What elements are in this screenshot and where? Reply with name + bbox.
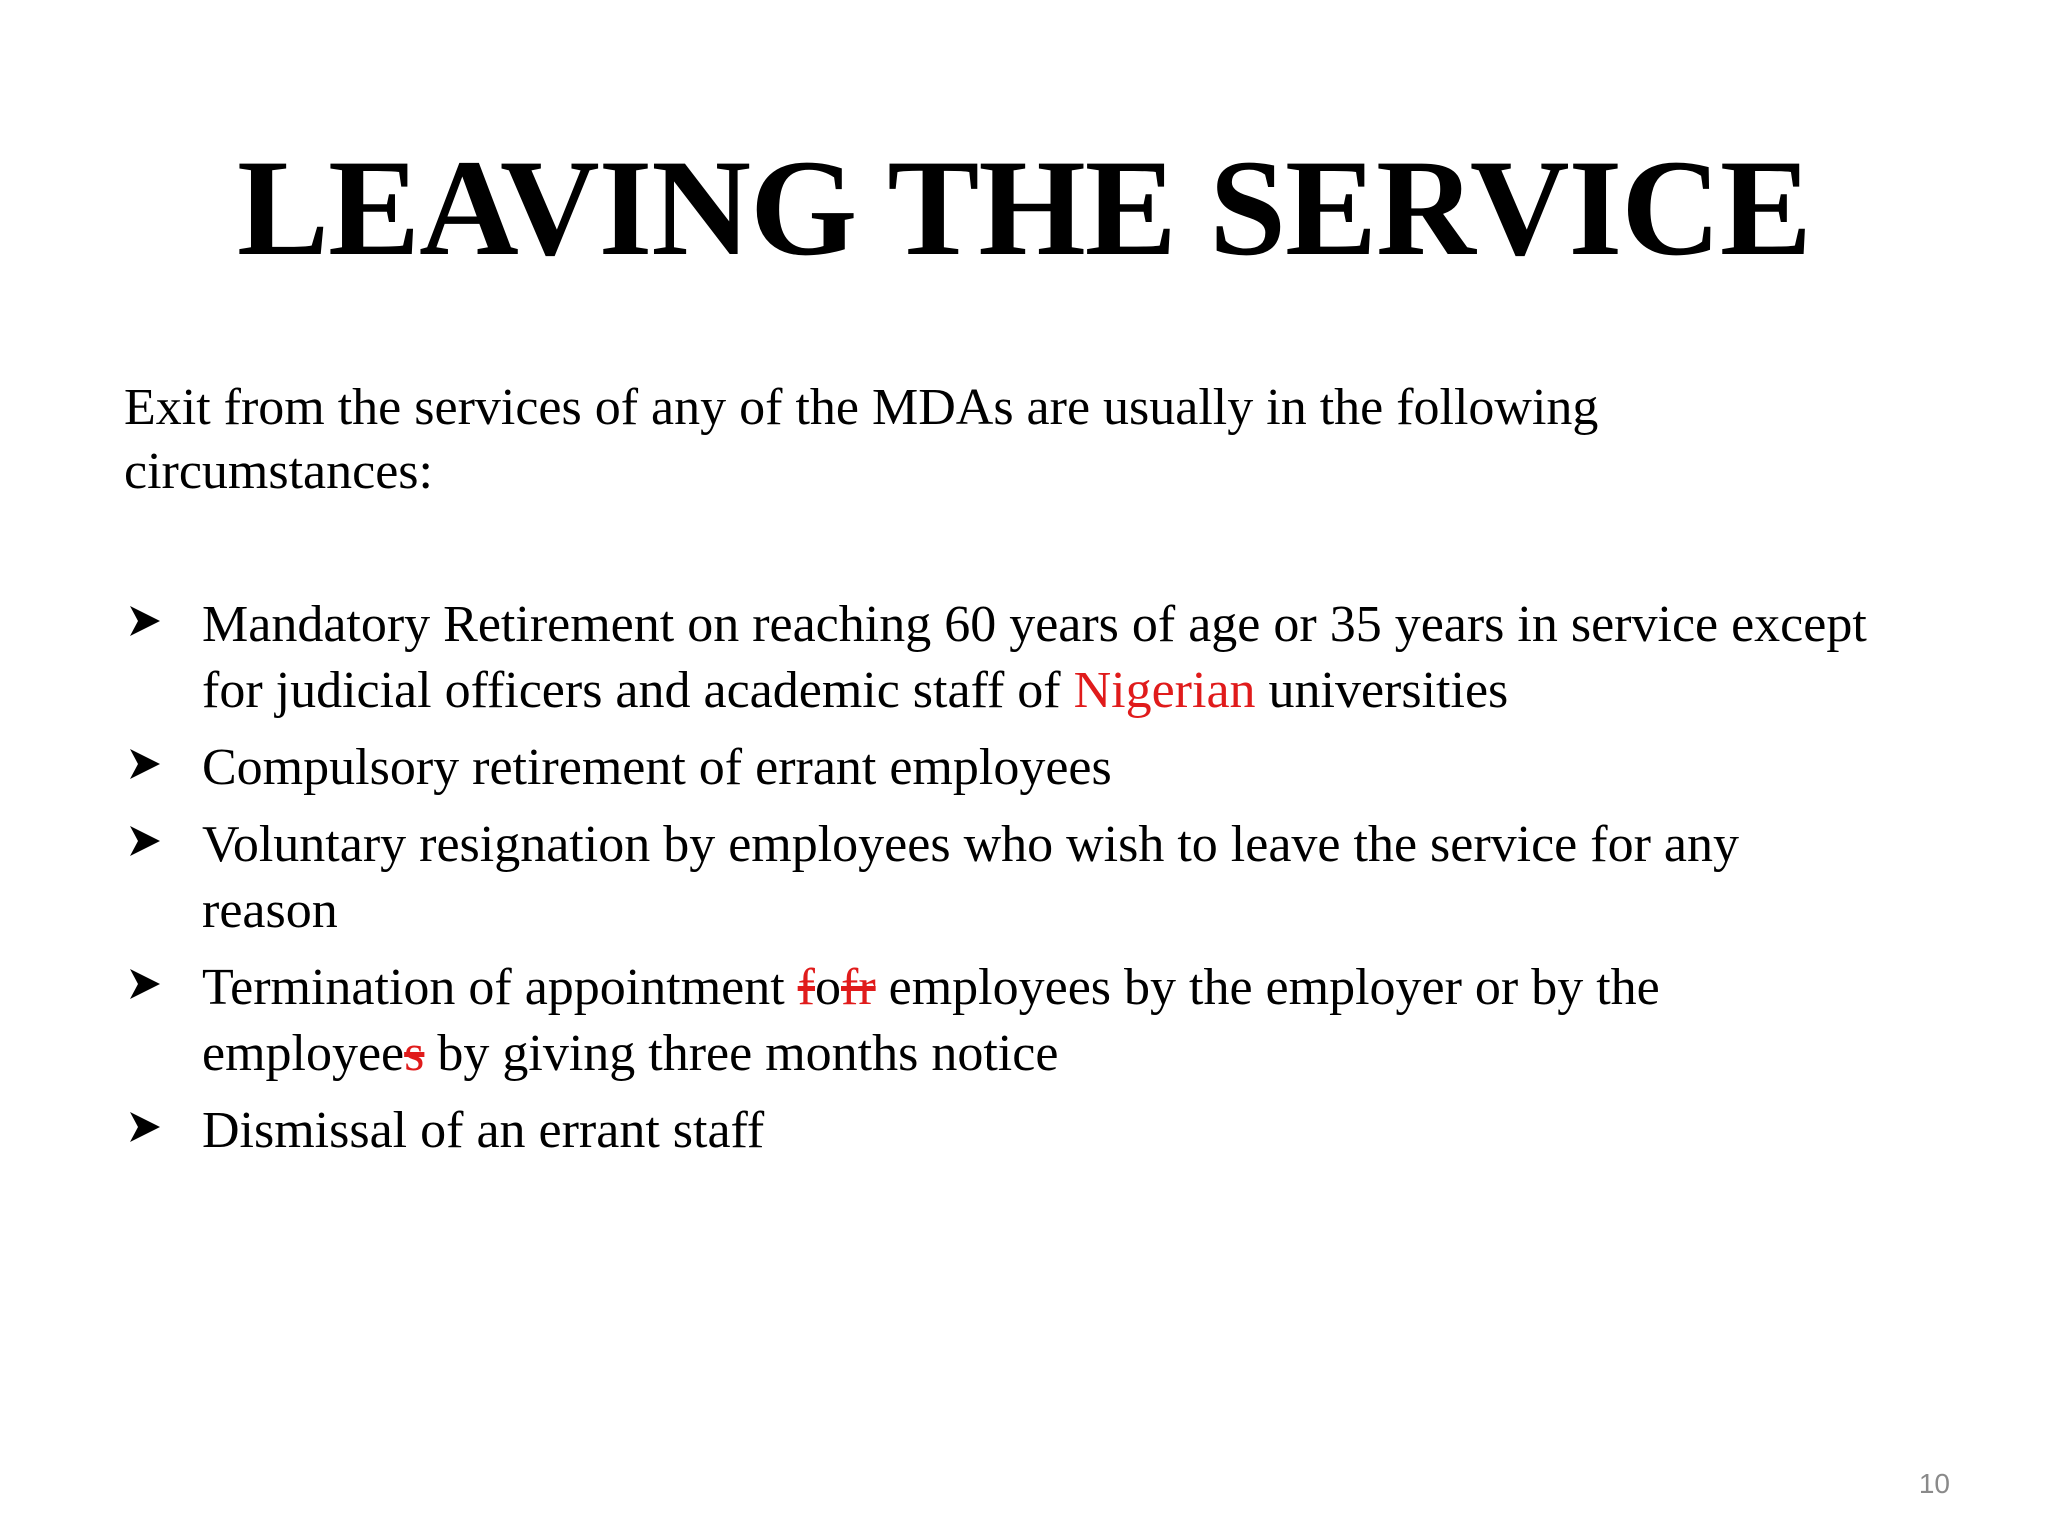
list-item: [124, 735, 1884, 801]
bullet-text: universities: [1255, 662, 1509, 719]
deleted-text: s: [404, 1025, 425, 1082]
page-number: 10: [1918, 1468, 1950, 1499]
revised-text-nigerian: Nigerian: [1073, 662, 1256, 719]
bullet-text: Dismissal of an errant staff: [202, 1102, 765, 1159]
bullet-text: Voluntary resignation by employees who wish to leave the service for any reason: [202, 816, 1739, 939]
bullet-text: employees by the employer or by the employee: [202, 959, 1660, 1082]
list-item: [124, 955, 1884, 1087]
list-item: [124, 1098, 1884, 1164]
arrowhead-bullet-icon: [128, 967, 162, 1001]
bullet-text: Termination of appointment: [202, 959, 798, 1016]
list-item: [124, 592, 1884, 724]
intro-paragraph: Exit from the services of any of the MDAs are usually in the following circumstances:: [124, 379, 1599, 500]
list-item: [124, 812, 1884, 944]
arrowhead-bullet-icon: [128, 604, 162, 638]
bullet-text: Mandatory Retirement on reaching 60 years of age or 35 years in service except for judicial officers and academic staff of: [202, 596, 1867, 719]
deleted-text: f: [797, 959, 815, 1016]
arrowhead-bullet-icon: [128, 747, 162, 781]
arrowhead-bullet-icon: [128, 824, 162, 858]
slide-title: LEAVING THE SERVICE: [237, 131, 1811, 284]
bullet-text: Compulsory retirement of errant employees: [202, 739, 1112, 796]
bullet-list: [124, 592, 1884, 1175]
arrowhead-bullet-icon: [128, 1110, 162, 1144]
bullet-text: by giving three months notice: [424, 1025, 1059, 1082]
deleted-text: fr: [841, 959, 876, 1016]
bullet-text: o: [815, 959, 841, 1016]
